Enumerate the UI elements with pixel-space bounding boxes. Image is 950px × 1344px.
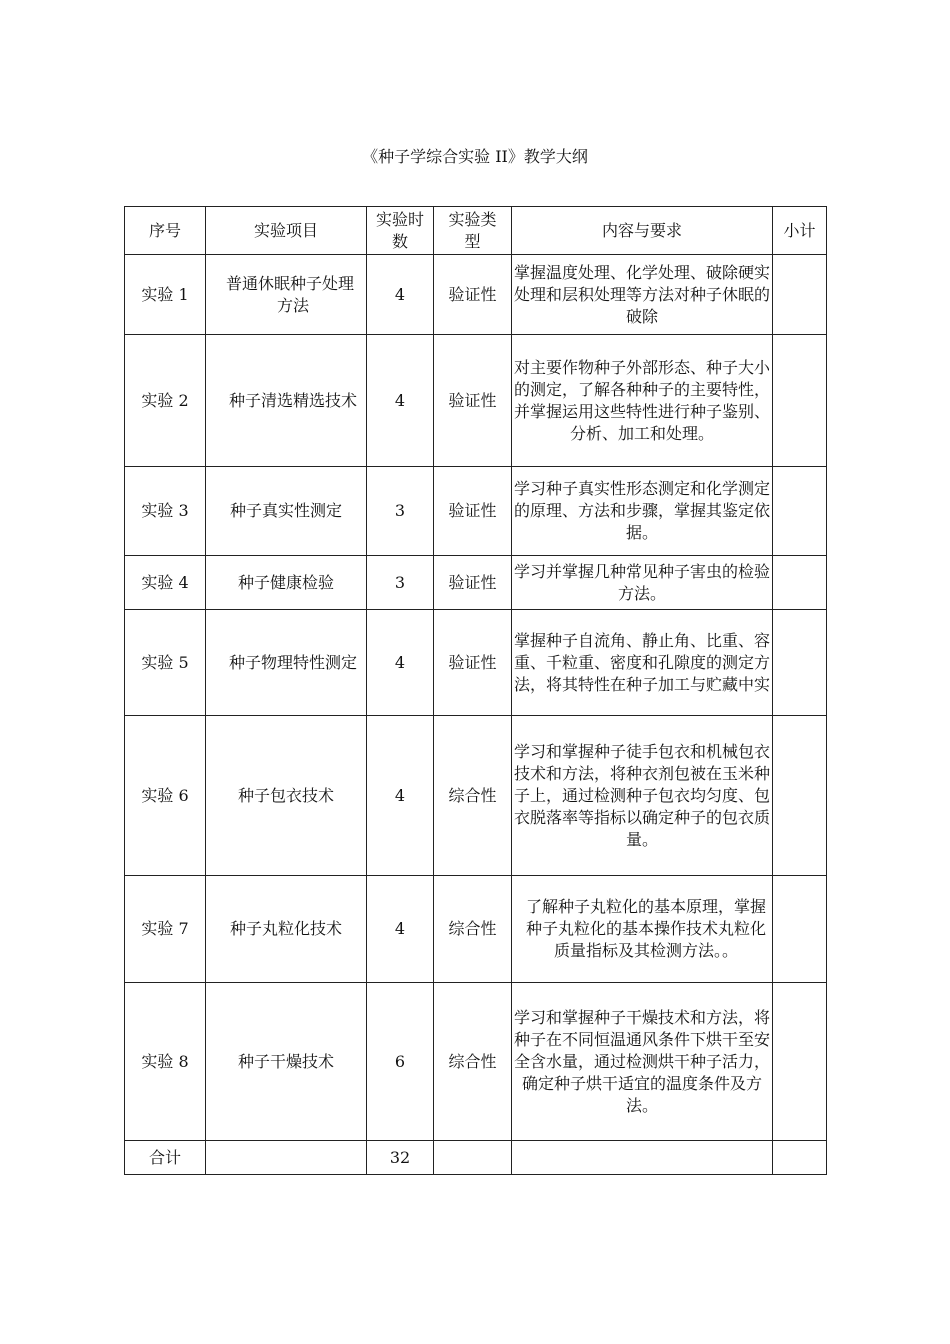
row-content	[512, 610, 773, 716]
row-type: 综合性	[434, 983, 512, 1141]
total-item	[206, 1141, 367, 1175]
row-type: 验证性	[434, 610, 512, 716]
header-hours-line2: 数	[391, 231, 408, 251]
row-content: 学习和掌握种子干燥技术和方法，将种子在不同恒温通风条件下烘干至安全含水量，通过检测烘干种子活力，确定种子烘干适宜的温度条件及方法。	[512, 983, 773, 1141]
row-item-line2: 方法	[276, 295, 309, 315]
page-title: 《种子学综合实验 II》教学大纲	[362, 147, 588, 166]
row-item: 种子干燥技术	[206, 983, 367, 1141]
table-row	[125, 255, 827, 335]
table-row	[125, 983, 827, 1141]
row-seq: 实验 3	[125, 467, 206, 556]
row-content-clip: 掌握种子自流角、静止角、比重、容重、千粒重、密度和孔隙度的测定方法，将其特性在种子加工与贮藏中实	[513, 630, 770, 694]
row-content: 学习并掌握几种常见种子害虫的检验方法。	[512, 556, 773, 610]
table-row	[125, 610, 827, 716]
row-subtotal	[773, 556, 827, 610]
row-hours: 3	[367, 467, 434, 556]
table-total-row	[125, 1141, 827, 1175]
header-type	[434, 207, 512, 255]
table-row	[125, 556, 827, 610]
table-row	[125, 335, 827, 467]
row-item: 种子健康检验	[206, 556, 367, 610]
header-subtotal: 小计	[773, 207, 827, 255]
syllabus-table	[124, 206, 827, 1175]
total-subtotal	[773, 1141, 827, 1175]
row-item: 种子包衣技术	[206, 716, 367, 876]
row-subtotal	[773, 716, 827, 876]
row-hours: 4	[367, 716, 434, 876]
row-item: 种子真实性测定	[206, 467, 367, 556]
row-hours: 3	[367, 556, 434, 610]
total-type	[434, 1141, 512, 1175]
row-type: 验证性	[434, 255, 512, 335]
row-item: 种子丸粒化技术	[206, 876, 367, 983]
row-subtotal	[773, 255, 827, 335]
total-label: 合计	[125, 1141, 206, 1175]
header-type-line2: 型	[464, 231, 481, 251]
row-seq: 实验 2	[125, 335, 206, 467]
total-content	[512, 1141, 773, 1175]
row-subtotal	[773, 983, 827, 1141]
header-item: 实验项目	[206, 207, 367, 255]
row-content: 掌握温度处理、化学处理、破除硬实处理和层积处理等方法对种子休眠的破除	[512, 255, 773, 335]
row-type: 验证性	[434, 556, 512, 610]
row-hours: 4	[367, 255, 434, 335]
row-seq: 实验 6	[125, 716, 206, 876]
row-content: 对主要作物种子外部形态、种子大小的测定，了解各种种子的主要特性，并掌握运用这些特性进行种子鉴别、分析、加工和处理。	[512, 335, 773, 467]
table-row	[125, 716, 827, 876]
header-hours-line1: 实验时	[375, 209, 424, 229]
header-seq: 序号	[125, 207, 206, 255]
row-content: 学习种子真实性形态测定和化学测定的原理、方法和步骤，掌握其鉴定依据。	[512, 467, 773, 556]
header-type-line1: 实验类	[448, 209, 497, 229]
row-type: 验证性	[434, 335, 512, 467]
row-subtotal	[773, 610, 827, 716]
row-item	[206, 255, 367, 335]
table-row	[125, 467, 827, 556]
row-seq: 实验 8	[125, 983, 206, 1141]
row-hours: 6	[367, 983, 434, 1141]
row-hours: 4	[367, 610, 434, 716]
row-subtotal	[773, 876, 827, 983]
row-item-line1: 普通休眠种子处理	[225, 273, 354, 293]
row-seq: 实验 7	[125, 876, 206, 983]
row-type: 综合性	[434, 876, 512, 983]
row-hours: 4	[367, 335, 434, 467]
row-content: 了解种子丸粒化的基本原理，掌握种子丸粒化的基本操作技术丸粒化质量指标及其检测方法。。	[512, 876, 773, 983]
row-seq: 实验 1	[125, 255, 206, 335]
row-subtotal	[773, 335, 827, 467]
row-type: 综合性	[434, 716, 512, 876]
header-content: 内容与要求	[512, 207, 773, 255]
total-hours: 32	[367, 1141, 434, 1175]
row-hours: 4	[367, 876, 434, 983]
header-hours	[367, 207, 434, 255]
row-seq: 实验 4	[125, 556, 206, 610]
table-row	[125, 876, 827, 983]
row-type: 验证性	[434, 467, 512, 556]
row-item: 种子物理特性测定	[206, 610, 367, 716]
row-item: 种子清选精选技术	[206, 335, 367, 467]
row-seq: 实验 5	[125, 610, 206, 716]
table-header-row	[125, 207, 827, 255]
row-subtotal	[773, 467, 827, 556]
row-content: 学习和掌握种子徒手包衣和机械包衣技术和方法，将种衣剂包被在玉米种子上，通过检测种子包衣均匀度、包衣脱落率等指标以确定种子的包衣质量。	[512, 716, 773, 876]
